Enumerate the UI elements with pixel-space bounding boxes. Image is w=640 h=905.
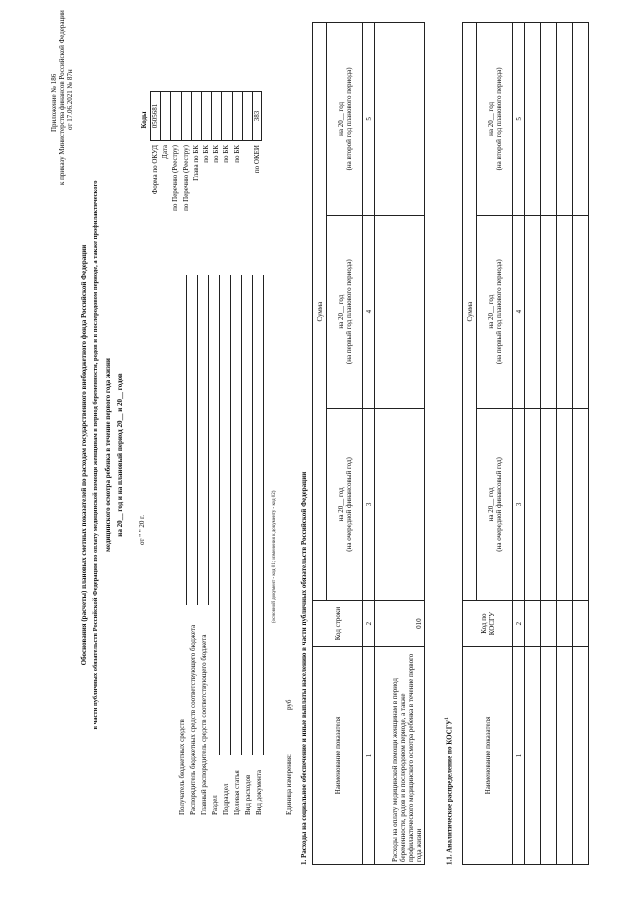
s1-row-y2[interactable] xyxy=(375,215,425,408)
s11-col-name: Наименование показателя xyxy=(463,646,513,864)
code-label: Дата xyxy=(161,145,170,159)
s11-row-c-y2[interactable] xyxy=(557,215,573,408)
code-value-cell[interactable]: 383 xyxy=(253,110,261,122)
code-divider xyxy=(170,91,171,141)
s11-row-d-y1[interactable] xyxy=(573,408,589,601)
code-divider xyxy=(252,91,253,141)
code-divider xyxy=(211,91,212,141)
title-line-4: на 20__ год и на плановый период 20__ и 20__ годов xyxy=(116,373,124,537)
s1-num-3: 3 xyxy=(363,408,375,601)
s11-row-b-y3[interactable] xyxy=(541,23,557,216)
appendix-line-3: от 17.06.2021 № 87н xyxy=(66,69,74,130)
field-underline[interactable] xyxy=(186,275,187,605)
codes-header: Коды xyxy=(140,111,148,129)
s11-row-c-code[interactable] xyxy=(557,601,573,647)
code-label: по БК xyxy=(232,145,241,163)
s1-num-4: 4 xyxy=(363,215,375,408)
title-line-1: Обоснования (расчеты) плановых сметных показателей по расходам государственного внебюджетного фонда Российской Федерации xyxy=(80,244,88,666)
s1-col-name: Наименование показателя xyxy=(313,646,363,864)
code-divider xyxy=(232,91,233,141)
unit-label: Единица измерения: xyxy=(285,754,293,815)
code-value-cell[interactable]: 0505681 xyxy=(151,103,159,129)
s11-row-a-y3[interactable] xyxy=(525,23,541,216)
s1-col-y1: на 20__ год (на очередной финансовый год) xyxy=(327,408,363,601)
title-line-2: в части публичных обязательств Российской Федерации по оплату медицинской помощи женщинам в период беременности, родов и в послеродовом периоде, а также профилактического xyxy=(92,180,99,730)
s1-col-y3: на 20__ год (на второй год планового периода) xyxy=(327,23,363,216)
s1-row-y3[interactable] xyxy=(375,23,425,216)
section11-table xyxy=(462,22,589,865)
s1-num-5: 5 xyxy=(363,23,375,216)
field-underline[interactable] xyxy=(197,275,198,605)
field-underline[interactable] xyxy=(252,275,253,755)
s1-row-code: 010 xyxy=(375,601,425,647)
s11-num-2: 2 xyxy=(513,601,525,647)
s11-row-c-y1[interactable] xyxy=(557,408,573,601)
section1-table xyxy=(312,22,425,865)
field-underline[interactable] xyxy=(230,275,231,755)
field-label: Распорядитель бюджетных средств соответствующего бюджета xyxy=(189,624,197,815)
code-label: Глава по БК xyxy=(191,145,200,181)
code-divider xyxy=(191,91,192,141)
s11-row-a-name[interactable] xyxy=(525,646,541,864)
code-divider xyxy=(160,91,161,141)
s11-row-a-code[interactable] xyxy=(525,601,541,647)
s11-row-d-y2[interactable] xyxy=(573,215,589,408)
unit-value: руб xyxy=(285,699,293,710)
s11-row-c-name[interactable] xyxy=(557,646,573,864)
s11-row-d-name[interactable] xyxy=(573,646,589,864)
s1-row-name: Расходы на оплату медицинской помощи женщинам в период беременности, родов и в послеродовом периоде, а также профилактического медицинского осмотра ребенка в течение первого года жизни xyxy=(375,646,425,864)
s11-num-1: 1 xyxy=(513,646,525,864)
s1-num-1: 1 xyxy=(363,646,375,864)
code-divider xyxy=(221,91,222,141)
s11-col-y3: на 20__ год (на второй год планового периода) xyxy=(477,23,513,216)
field-label: Вид документа xyxy=(255,769,263,815)
code-label: по Перечню (Реестру) xyxy=(171,145,180,211)
s11-col-sum: Сумма xyxy=(463,23,477,601)
field-label: Вид расходов xyxy=(244,774,252,815)
field-underline[interactable] xyxy=(241,275,242,755)
s1-col-code: Код строки xyxy=(313,601,363,647)
code-label: Форма по ОКУД xyxy=(151,145,159,195)
appendix-line-2: к приказу Министерства финансов Российской Федерации xyxy=(58,10,66,185)
code-divider xyxy=(181,91,182,141)
s11-row-d-code[interactable] xyxy=(573,601,589,647)
s1-col-y2: на 20__ год (на первый год планового периода) xyxy=(327,215,363,408)
code-label: по БК xyxy=(212,145,221,163)
s11-row-b-y1[interactable] xyxy=(541,408,557,601)
code-divider xyxy=(201,91,202,141)
appendix-line-1: Приложение № 186 xyxy=(50,73,58,132)
code-label: по ОКЕИ xyxy=(253,145,261,174)
field-label: Главный распорядитель средств соответствующего бюджета xyxy=(200,634,208,815)
s11-row-b-code[interactable] xyxy=(541,601,557,647)
code-divider xyxy=(242,91,243,141)
field-label: Подраздел xyxy=(222,783,230,815)
s11-row-d-y3[interactable] xyxy=(573,23,589,216)
section1-title: 1. Расходы на социальное обеспечение и иные выплаты населению в части публичных обязательств Российской Федерации xyxy=(300,471,308,865)
s11-row-a-y1[interactable] xyxy=(525,408,541,601)
field-underline[interactable] xyxy=(208,275,209,605)
s1-row-y1[interactable] xyxy=(375,408,425,601)
s11-col-y1: на 20__ год (на очередной финансовый год) xyxy=(477,408,513,601)
field-label: Получатель бюджетных средств xyxy=(178,719,186,815)
field-label: Целевая статья xyxy=(233,770,241,815)
s1-num-2: 2 xyxy=(363,601,375,647)
code-label: по Перечню (Реестру) xyxy=(181,145,190,211)
s11-col-code: Код по КОСГУ xyxy=(463,601,513,647)
s11-col-y2: на 20__ год (на первый год планового периода) xyxy=(477,215,513,408)
s11-num-3: 3 xyxy=(513,408,525,601)
s11-row-b-name[interactable] xyxy=(541,646,557,864)
s1-col-sum: Сумма xyxy=(313,23,327,601)
date-line: от " " 20 г. xyxy=(138,514,146,545)
section11-title: 1.1. Аналитическое распределение по КОСГУ$^1$ xyxy=(445,717,454,865)
s11-row-c-y3[interactable] xyxy=(557,23,573,216)
s11-num-5: 5 xyxy=(513,23,525,216)
s11-num-4: 4 xyxy=(513,215,525,408)
s11-row-b-y2[interactable] xyxy=(541,215,557,408)
code-label: по БК xyxy=(202,145,210,163)
field-underline[interactable] xyxy=(219,275,220,755)
field-label: Раздел xyxy=(211,795,219,815)
s11-row-a-y2[interactable] xyxy=(525,215,541,408)
field-underline[interactable] xyxy=(263,275,264,755)
doc-note: (основной документ - код 01; изменения к документу - код 02) xyxy=(272,490,277,623)
title-line-3: медицинского осмотра ребенка в течение первого года жизни xyxy=(104,358,112,552)
code-label: по БК xyxy=(222,145,231,163)
codes-box xyxy=(150,91,262,141)
